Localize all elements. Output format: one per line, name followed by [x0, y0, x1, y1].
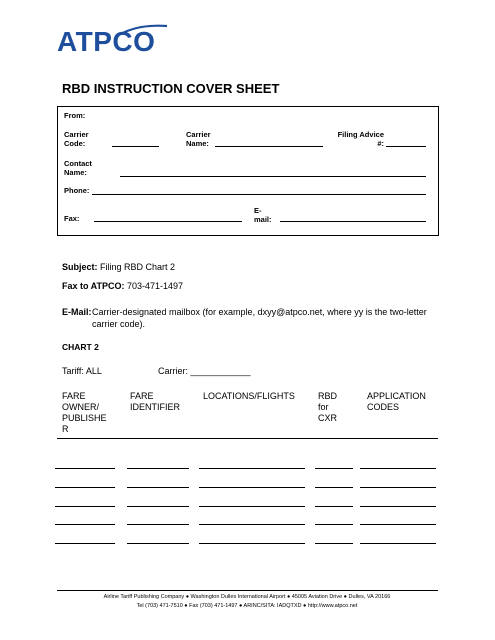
fare-owner-field[interactable]: [55, 468, 115, 469]
contact-name-field[interactable]: [120, 176, 426, 177]
phone-field[interactable]: [92, 194, 426, 195]
fare-identifier-field[interactable]: [127, 543, 189, 544]
col-header-application-codes: APPLICATION CODES: [367, 391, 426, 412]
fare-identifier-field[interactable]: [127, 524, 189, 525]
email-instruction-label: E-Mail:: [62, 307, 92, 317]
filing-advice-label: Filing Advice #:: [337, 130, 384, 148]
rbd-field[interactable]: [315, 543, 353, 544]
fax-to-line: [62, 280, 183, 292]
fax-to-value: 703-471-1497: [127, 281, 184, 291]
locations-field[interactable]: [199, 487, 305, 488]
email-field[interactable]: [280, 221, 426, 222]
col-header-locations: LOCATIONS/FLIGHTS: [203, 391, 295, 401]
contact-name-label: Contact Name:: [64, 159, 92, 177]
filing-advice-field[interactable]: [386, 146, 426, 147]
application-codes-field[interactable]: [360, 543, 436, 544]
logo-text: ATPCO: [57, 26, 156, 57]
page-title: RBD INSTRUCTION COVER SHEET: [62, 81, 280, 96]
rbd-field[interactable]: [315, 468, 353, 469]
locations-field[interactable]: [199, 468, 305, 469]
carrier-name-field[interactable]: [215, 146, 323, 147]
fax-to-label: Fax to ATPCO:: [62, 281, 125, 291]
col-header-fare-owner: FARE OWNER/ PUBLISHE R: [62, 391, 107, 434]
tariff-text: Tariff: ALL: [62, 366, 102, 376]
carrier-code-field[interactable]: [112, 146, 159, 147]
carrier-text: Carrier: ____________: [158, 366, 251, 376]
subject-label: Subject:: [62, 262, 98, 272]
footer-divider: [57, 590, 438, 591]
subject-line: [62, 261, 175, 273]
sender-info-box: [57, 106, 439, 236]
atpco-logo: [57, 22, 167, 58]
fare-identifier-field[interactable]: [127, 487, 189, 488]
rbd-field[interactable]: [315, 487, 353, 488]
rbd-field[interactable]: [315, 524, 353, 525]
from-label: From:: [64, 111, 86, 120]
email-instruction-text: Carrier-designated mailbox (for example, dxyy@atpco.net, where yy is the two-letter carrier code).: [92, 307, 427, 329]
fare-owner-field[interactable]: [55, 506, 115, 507]
rbd-field[interactable]: [315, 506, 353, 507]
fare-identifier-field[interactable]: [127, 506, 189, 507]
email-label: E- mail:: [254, 206, 272, 224]
application-codes-field[interactable]: [360, 487, 436, 488]
fare-owner-field[interactable]: [55, 543, 115, 544]
fare-owner-field[interactable]: [55, 487, 115, 488]
fare-owner-field[interactable]: [55, 524, 115, 525]
phone-label: Phone:: [64, 186, 90, 195]
locations-field[interactable]: [199, 524, 305, 525]
col-header-fare-identifier: FARE IDENTIFIER: [130, 391, 181, 412]
application-codes-field[interactable]: [360, 506, 436, 507]
chart-heading: CHART 2: [62, 342, 99, 352]
footer-contact: Tel (703) 471-7510 ● Fax (703) 471-1497 ● ARINC/SITA: IADQTXD ● http://www.atpco.net: [136, 603, 358, 609]
carrier-code-label: Carrier Code:: [64, 130, 89, 148]
fax-label: Fax:: [64, 214, 80, 223]
footer-address: Airline Tariff Publishing Company ● Washington Dulles International Airport ● 45005 Aviation Drive ● Dulles, VA 20166: [103, 594, 391, 600]
fax-field[interactable]: [94, 221, 242, 222]
col-header-rbd: RBD for CXR: [318, 391, 338, 423]
locations-field[interactable]: [199, 543, 305, 544]
fare-identifier-field[interactable]: [127, 468, 189, 469]
subject-value: Filing RBD Chart 2: [100, 262, 176, 272]
application-codes-field[interactable]: [360, 468, 436, 469]
table-header-divider: [57, 438, 438, 439]
carrier-name-label: Carrier Name:: [186, 130, 211, 148]
application-codes-field[interactable]: [360, 524, 436, 525]
locations-field[interactable]: [199, 506, 305, 507]
